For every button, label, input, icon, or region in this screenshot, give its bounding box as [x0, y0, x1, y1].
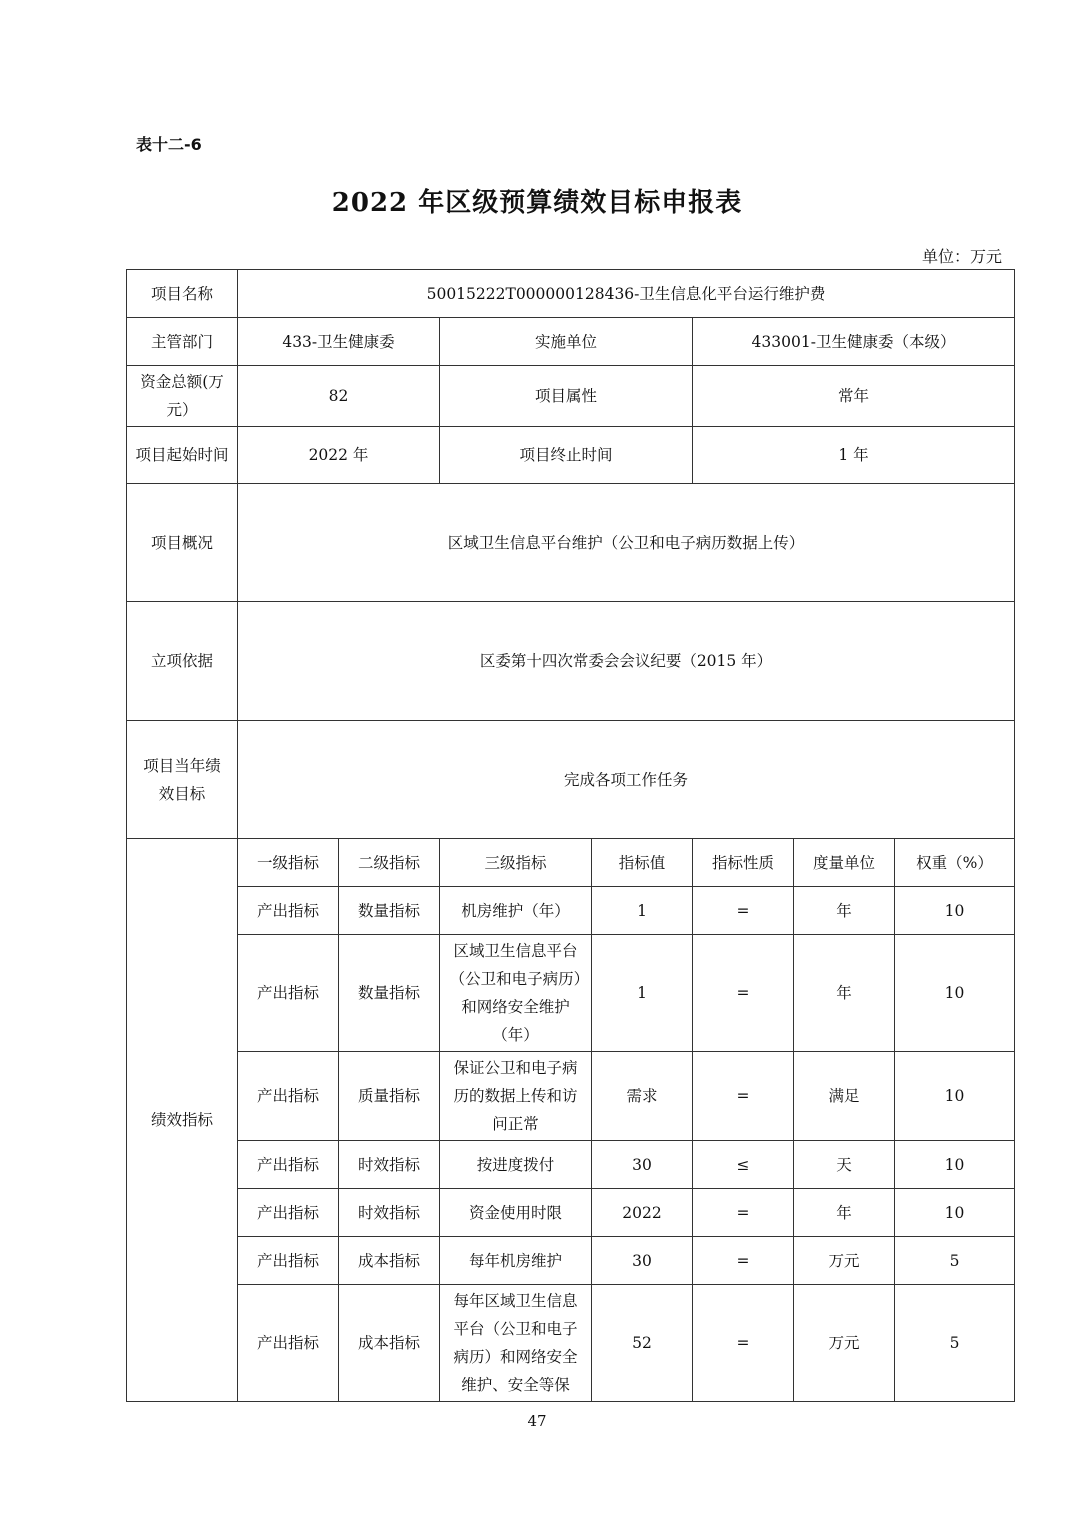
indicator-nature: =	[693, 1285, 794, 1402]
basis-value: 区委第十四次常委会会议纪要（2015 年）	[238, 602, 1015, 721]
overview-label: 项目概况	[127, 484, 238, 602]
dept-label: 主管部门	[127, 318, 238, 366]
goal-label: 项目当年绩效目标	[127, 721, 238, 839]
indicators-section-label: 绩效指标	[127, 839, 238, 1402]
indicator-level3: 每年区域卫生信息平台（公卫和电子病历）和网络安全维护、安全等保	[440, 1285, 592, 1402]
indicator-level3: 按进度拨付	[440, 1141, 592, 1189]
indicator-nature: =	[693, 1052, 794, 1141]
table-number: 表十二-6	[136, 135, 202, 154]
header-level1: 一级指标	[238, 839, 339, 887]
indicator-nature: =	[693, 935, 794, 1052]
indicator-header-row	[127, 839, 1015, 887]
funds-value: 82	[238, 366, 440, 427]
indicator-weight: 10	[895, 1189, 1015, 1237]
indicator-level3: 保证公卫和电子病历的数据上传和访问正常	[440, 1052, 592, 1141]
indicator-row	[127, 1237, 1015, 1285]
indicator-nature: =	[693, 887, 794, 935]
indicator-level1: 产出指标	[238, 1141, 339, 1189]
indicator-level2: 成本指标	[339, 1285, 440, 1402]
indicator-row	[127, 1285, 1015, 1402]
basis-label: 立项依据	[127, 602, 238, 721]
indicator-level3: 资金使用时限	[440, 1189, 592, 1237]
attr-label: 项目属性	[440, 366, 693, 427]
basis-row	[127, 602, 1015, 721]
start-value: 2022 年	[238, 427, 440, 484]
indicator-level1: 产出指标	[238, 1052, 339, 1141]
period-row	[127, 427, 1015, 484]
indicator-level1: 产出指标	[238, 1189, 339, 1237]
indicator-weight: 10	[895, 935, 1015, 1052]
indicator-unit: 年	[794, 935, 895, 1052]
indicator-level3: 每年机房维护	[440, 1237, 592, 1285]
indicator-level1: 产出指标	[238, 935, 339, 1052]
indicator-level2: 数量指标	[339, 935, 440, 1052]
start-label: 项目起始时间	[127, 427, 238, 484]
indicator-unit: 万元	[794, 1237, 895, 1285]
indicator-weight: 10	[895, 1052, 1015, 1141]
indicator-weight: 5	[895, 1237, 1015, 1285]
indicator-row	[127, 1052, 1015, 1141]
attr-value: 常年	[693, 366, 1015, 427]
funds-label: 资金总额(万元）	[127, 366, 238, 427]
project-name-row	[127, 270, 1015, 318]
indicator-level1: 产出指标	[238, 1285, 339, 1402]
indicator-value: 2022	[592, 1189, 693, 1237]
header-level3: 三级指标	[440, 839, 592, 887]
indicator-row	[127, 935, 1015, 1052]
page-title: 2022 年区级预算绩效目标申报表	[331, 188, 743, 218]
indicator-unit: 满足	[794, 1052, 895, 1141]
header-unit: 度量单位	[794, 839, 895, 887]
funds-row	[127, 366, 1015, 427]
indicator-weight: 10	[895, 1141, 1015, 1189]
overview-value: 区域卫生信息平台维护（公卫和电子病历数据上传）	[238, 484, 1015, 602]
end-value: 1 年	[693, 427, 1015, 484]
budget-performance-table	[126, 269, 1015, 1402]
unit-label: 单位：万元	[921, 247, 1002, 266]
indicator-level3: 区域卫生信息平台（公卫和电子病历）和网络安全维护（年）	[440, 935, 592, 1052]
impl-unit-value: 433001-卫生健康委（本级）	[693, 318, 1015, 366]
header-weight: 权重（%）	[895, 839, 1015, 887]
header-value: 指标值	[592, 839, 693, 887]
indicator-level1: 产出指标	[238, 1237, 339, 1285]
indicator-weight: 10	[895, 887, 1015, 935]
dept-value: 433-卫生健康委	[238, 318, 440, 366]
indicator-nature: =	[693, 1189, 794, 1237]
project-name-value: 50015222T000000128436-卫生信息化平台运行维护费	[238, 270, 1015, 318]
end-label: 项目终止时间	[440, 427, 693, 484]
indicator-value: 1	[592, 887, 693, 935]
indicator-value: 30	[592, 1141, 693, 1189]
indicator-row	[127, 1141, 1015, 1189]
indicator-value: 需求	[592, 1052, 693, 1141]
overview-row	[127, 484, 1015, 602]
indicator-value: 1	[592, 935, 693, 1052]
goal-row	[127, 721, 1015, 839]
indicator-unit: 万元	[794, 1285, 895, 1402]
indicator-nature: =	[693, 1237, 794, 1285]
header-level2: 二级指标	[339, 839, 440, 887]
indicator-level1: 产出指标	[238, 887, 339, 935]
header-nature: 指标性质	[693, 839, 794, 887]
indicator-unit: 年	[794, 1189, 895, 1237]
indicator-level2: 成本指标	[339, 1237, 440, 1285]
project-name-label: 项目名称	[127, 270, 238, 318]
indicator-value: 52	[592, 1285, 693, 1402]
indicator-unit: 天	[794, 1141, 895, 1189]
indicator-level2: 时效指标	[339, 1141, 440, 1189]
indicator-row	[127, 887, 1015, 935]
goal-value: 完成各项工作任务	[238, 721, 1015, 839]
indicator-nature: ≤	[693, 1141, 794, 1189]
department-row	[127, 318, 1015, 366]
indicator-row	[127, 1189, 1015, 1237]
indicator-value: 30	[592, 1237, 693, 1285]
page-number: 47	[527, 1412, 547, 1430]
indicator-level3: 机房维护（年）	[440, 887, 592, 935]
impl-unit-label: 实施单位	[440, 318, 693, 366]
indicator-level2: 时效指标	[339, 1189, 440, 1237]
indicator-level2: 质量指标	[339, 1052, 440, 1141]
indicator-unit: 年	[794, 887, 895, 935]
indicator-weight: 5	[895, 1285, 1015, 1402]
indicator-level2: 数量指标	[339, 887, 440, 935]
